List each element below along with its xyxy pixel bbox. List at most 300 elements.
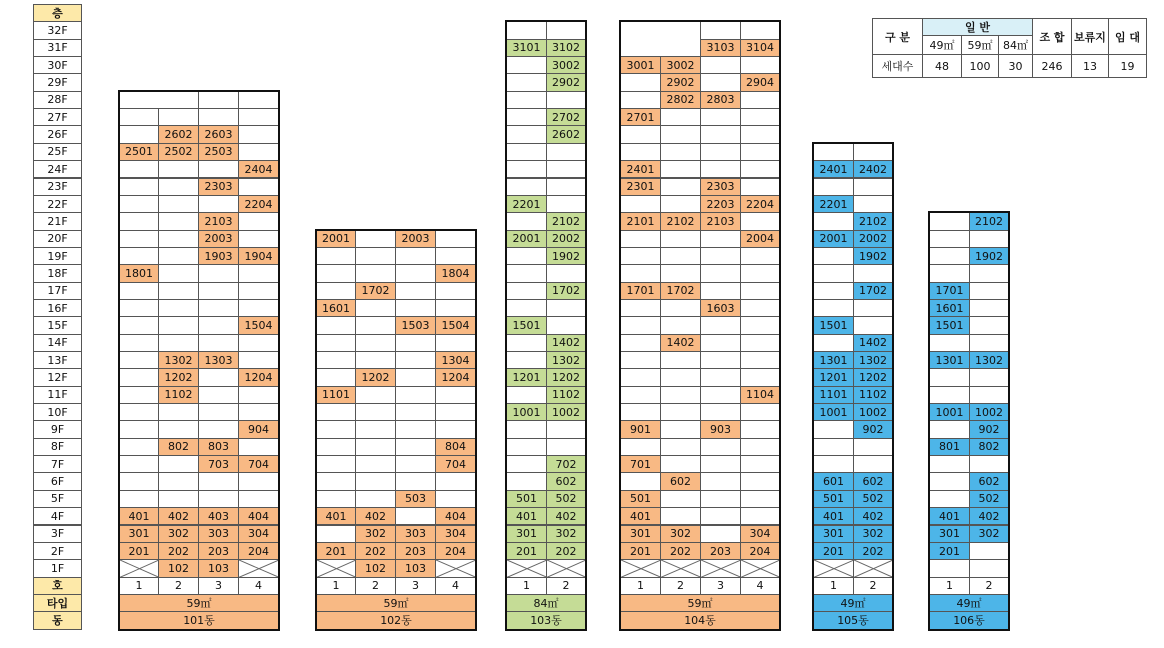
unit-cell: 1102 — [853, 386, 893, 404]
unit-cell: 1202 — [853, 368, 893, 386]
blocked-unit — [740, 559, 780, 577]
empty-unit — [700, 282, 741, 300]
unit-cell: 1101 — [813, 386, 854, 404]
unit-cell: 2003 — [198, 230, 239, 248]
cross-icon — [317, 560, 356, 577]
empty-unit — [620, 230, 661, 248]
unit-cell: 2002 — [853, 230, 893, 248]
empty-unit — [813, 247, 854, 265]
empty-unit — [198, 264, 239, 282]
unit-cell: 304 — [238, 525, 279, 543]
empty-unit — [700, 230, 741, 248]
empty-unit — [929, 230, 970, 248]
empty-unit — [119, 108, 159, 126]
empty-unit — [740, 403, 780, 421]
empty-unit — [316, 316, 356, 334]
empty-unit — [506, 420, 547, 438]
unit-cell: 402 — [158, 507, 199, 525]
ho-label: 1 — [316, 577, 356, 595]
empty-unit — [740, 108, 780, 126]
empty-unit — [238, 230, 279, 248]
empty-unit — [119, 316, 159, 334]
unit-cell: 1001 — [929, 403, 970, 421]
empty-unit — [158, 160, 199, 178]
empty-unit — [969, 542, 1009, 560]
empty-unit — [355, 247, 396, 265]
unit-cell: 404 — [238, 507, 279, 525]
floor-label: 6F — [33, 472, 82, 490]
empty-unit — [435, 299, 476, 317]
empty-unit — [929, 455, 970, 473]
empty-unit — [546, 264, 586, 282]
unit-cell: 502 — [969, 490, 1009, 508]
empty-unit — [355, 299, 396, 317]
empty-unit — [395, 403, 436, 421]
empty-unit — [158, 299, 199, 317]
empty-unit — [546, 91, 586, 109]
empty-unit — [969, 334, 1009, 352]
empty-unit — [238, 178, 279, 196]
empty-unit — [620, 73, 661, 91]
empty-unit — [506, 178, 547, 196]
unit-cell: 3102 — [546, 39, 586, 57]
empty-unit — [506, 73, 547, 91]
empty-unit — [546, 160, 586, 178]
empty-unit — [546, 420, 586, 438]
empty-unit — [620, 125, 661, 143]
unit-cell: 201 — [813, 542, 854, 560]
summary-type: 49㎡ — [922, 35, 962, 55]
empty-unit — [198, 420, 239, 438]
empty-unit — [660, 264, 701, 282]
empty-unit — [435, 282, 476, 300]
empty-unit — [158, 490, 199, 508]
empty-unit — [119, 230, 159, 248]
ho-label: 3 — [395, 577, 436, 595]
cross-icon — [741, 560, 780, 577]
unit-cell: 2103 — [700, 212, 741, 230]
unit-cell: 201 — [620, 542, 661, 560]
empty-unit — [119, 420, 159, 438]
unit-cell: 3104 — [740, 39, 780, 57]
unit-cell: 301 — [119, 525, 159, 543]
empty-unit — [355, 455, 396, 473]
empty-unit — [158, 403, 199, 421]
unit-cell: 1402 — [853, 334, 893, 352]
empty-unit — [316, 420, 356, 438]
unit-cell: 1601 — [929, 299, 970, 317]
floor-label: 5F — [33, 490, 82, 508]
empty-unit — [700, 351, 741, 369]
unit-cell: 3002 — [660, 56, 701, 74]
empty-unit — [355, 420, 396, 438]
empty-unit — [700, 264, 741, 282]
empty-unit — [853, 438, 893, 456]
empty-unit — [238, 472, 279, 490]
empty-unit — [395, 351, 436, 369]
unit-cell: 1701 — [929, 282, 970, 300]
empty-unit — [660, 160, 701, 178]
unit-cell: 2102 — [853, 212, 893, 230]
unit-cell: 2501 — [119, 143, 159, 161]
empty-unit — [506, 334, 547, 352]
unit-cell: 202 — [355, 542, 396, 560]
unit-cell: 2001 — [506, 230, 547, 248]
empty-unit — [660, 420, 701, 438]
floor-label: 3F — [33, 525, 82, 543]
blocked-unit — [620, 559, 661, 577]
empty-unit — [238, 490, 279, 508]
empty-unit — [198, 108, 239, 126]
empty-unit — [740, 490, 780, 508]
empty-unit — [813, 299, 854, 317]
empty-unit — [740, 438, 780, 456]
unit-cell: 2902 — [546, 73, 586, 91]
empty-unit — [355, 386, 396, 404]
ho-label: 2 — [158, 577, 199, 595]
unit-cell: 501 — [813, 490, 854, 508]
empty-unit — [316, 472, 356, 490]
empty-unit — [119, 299, 159, 317]
unit-cell: 3101 — [506, 39, 547, 57]
empty-unit — [740, 247, 780, 265]
floor-label: 30F — [33, 56, 82, 74]
unit-cell: 402 — [853, 507, 893, 525]
empty-unit — [238, 386, 279, 404]
blocked-unit — [238, 559, 279, 577]
dong-label: 106동 — [929, 611, 1009, 629]
unit-cell: 1102 — [546, 386, 586, 404]
empty-unit — [700, 108, 741, 126]
empty-unit — [700, 507, 741, 525]
summary-value: 19 — [1108, 54, 1147, 78]
dong-label: 103동 — [506, 611, 586, 629]
empty-unit — [238, 125, 279, 143]
empty-unit — [395, 264, 436, 282]
empty-unit — [506, 125, 547, 143]
empty-unit — [238, 403, 279, 421]
summary-johap: 조 합 — [1032, 18, 1072, 55]
empty-unit — [620, 247, 661, 265]
empty-unit — [506, 472, 547, 490]
dong-label: 105동 — [813, 611, 893, 629]
blocked-unit — [700, 559, 741, 577]
empty-unit — [506, 21, 547, 39]
unit-cell: 1304 — [435, 351, 476, 369]
type-label: 59㎡ — [119, 594, 279, 612]
floor-label: 29F — [33, 73, 82, 91]
empty-unit — [506, 108, 547, 126]
unit-cell: 2303 — [700, 178, 741, 196]
unit-cell: 203 — [198, 542, 239, 560]
unit-cell: 2201 — [506, 195, 547, 213]
empty-unit — [158, 212, 199, 230]
empty-unit — [238, 438, 279, 456]
unit-cell: 2502 — [158, 143, 199, 161]
floor-label: 10F — [33, 403, 82, 421]
ho-label: 2 — [546, 577, 586, 595]
empty-unit — [119, 125, 159, 143]
floor-label: 16F — [33, 299, 82, 317]
empty-unit — [316, 403, 356, 421]
empty-unit — [853, 316, 893, 334]
empty-unit — [238, 282, 279, 300]
blocked-unit — [546, 559, 586, 577]
empty-unit — [740, 316, 780, 334]
empty-unit — [853, 299, 893, 317]
floor-label: 15F — [33, 316, 82, 334]
empty-unit — [660, 195, 701, 213]
summary-value: 48 — [922, 54, 962, 78]
unit-cell: 2101 — [620, 212, 661, 230]
floor-label: 25F — [33, 143, 82, 161]
ho-label: 4 — [435, 577, 476, 595]
empty-unit — [740, 299, 780, 317]
empty-unit — [969, 316, 1009, 334]
unit-cell: 202 — [158, 542, 199, 560]
unit-cell: 1701 — [620, 282, 661, 300]
empty-unit — [660, 316, 701, 334]
unit-cell: 2002 — [546, 230, 586, 248]
unit-cell: 503 — [395, 490, 436, 508]
empty-unit — [198, 490, 239, 508]
empty-unit — [395, 455, 436, 473]
cross-icon — [239, 560, 279, 577]
empty-unit — [813, 282, 854, 300]
empty-unit — [316, 525, 356, 543]
unit-cell: 1202 — [546, 368, 586, 386]
type-label: 59㎡ — [620, 594, 780, 612]
empty-unit — [813, 438, 854, 456]
empty-unit — [740, 368, 780, 386]
empty-unit — [435, 403, 476, 421]
unit-cell: 2602 — [546, 125, 586, 143]
empty-unit — [969, 282, 1009, 300]
ho-label: 2 — [969, 577, 1009, 595]
empty-unit — [158, 108, 199, 126]
empty-unit — [158, 247, 199, 265]
summary-row-label: 세대수 — [872, 54, 923, 78]
empty-unit — [660, 351, 701, 369]
unit-cell: 1702 — [355, 282, 396, 300]
type-label: 84㎡ — [506, 594, 586, 612]
unit-cell: 103 — [395, 559, 436, 577]
empty-unit — [119, 386, 159, 404]
blocked-unit — [660, 559, 701, 577]
summary-general: 일 반 — [922, 18, 1033, 36]
unit-cell: 703 — [198, 455, 239, 473]
empty-unit — [198, 91, 239, 109]
empty-unit — [740, 212, 780, 230]
floor-label: 13F — [33, 351, 82, 369]
unit-cell: 803 — [198, 438, 239, 456]
empty-unit — [620, 438, 661, 456]
unit-cell: 303 — [395, 525, 436, 543]
cross-icon — [547, 560, 586, 577]
floor-label: 21F — [33, 212, 82, 230]
empty-unit — [316, 455, 356, 473]
empty-unit — [700, 403, 741, 421]
empty-unit — [813, 143, 854, 161]
unit-cell: 203 — [395, 542, 436, 560]
summary-value: 13 — [1071, 54, 1109, 78]
empty-unit — [740, 21, 780, 39]
empty-unit — [316, 490, 356, 508]
floor-label: 9F — [33, 420, 82, 438]
empty-unit — [546, 195, 586, 213]
unit-cell: 1702 — [546, 282, 586, 300]
unit-cell: 502 — [853, 490, 893, 508]
empty-unit — [198, 368, 239, 386]
unit-cell: 2004 — [740, 230, 780, 248]
unit-cell: 301 — [620, 525, 661, 543]
cross-icon — [814, 560, 854, 577]
empty-unit — [355, 334, 396, 352]
unit-cell: 704 — [238, 455, 279, 473]
ho-label: 3 — [198, 577, 239, 595]
unit-cell: 1902 — [853, 247, 893, 265]
unit-cell: 403 — [198, 507, 239, 525]
empty-unit — [238, 299, 279, 317]
unit-cell: 401 — [316, 507, 356, 525]
empty-unit — [546, 178, 586, 196]
floor-label: 28F — [33, 91, 82, 109]
unit-cell: 301 — [929, 525, 970, 543]
unit-cell: 2303 — [198, 178, 239, 196]
unit-cell: 1702 — [660, 282, 701, 300]
empty-unit — [929, 212, 970, 230]
empty-unit — [355, 403, 396, 421]
unit-cell: 402 — [355, 507, 396, 525]
unit-cell: 301 — [813, 525, 854, 543]
floor-label: 12F — [33, 368, 82, 386]
unit-cell: 204 — [435, 542, 476, 560]
empty-unit — [395, 334, 436, 352]
unit-cell: 2001 — [813, 230, 854, 248]
unit-cell: 1002 — [969, 403, 1009, 421]
unit-cell: 2203 — [700, 195, 741, 213]
empty-unit — [660, 403, 701, 421]
unit-cell: 204 — [740, 542, 780, 560]
unit-cell: 2401 — [620, 160, 661, 178]
dong-label: 104동 — [620, 611, 780, 629]
empty-unit — [355, 351, 396, 369]
empty-unit — [506, 56, 547, 74]
unit-cell: 2904 — [740, 73, 780, 91]
empty-unit — [660, 125, 701, 143]
empty-unit — [700, 368, 741, 386]
unit-cell: 1302 — [546, 351, 586, 369]
empty-unit — [198, 403, 239, 421]
empty-unit — [660, 438, 701, 456]
unit-cell: 1801 — [119, 264, 159, 282]
empty-unit — [929, 334, 970, 352]
empty-unit — [700, 21, 741, 39]
empty-unit — [740, 507, 780, 525]
floor-label: 31F — [33, 39, 82, 57]
summary-value: 100 — [961, 54, 999, 78]
empty-unit — [198, 316, 239, 334]
floor-label: 17F — [33, 282, 82, 300]
floor-label: 22F — [33, 195, 82, 213]
type-label: 49㎡ — [929, 594, 1009, 612]
floor-label: 2F — [33, 542, 82, 560]
dong-label: 102동 — [316, 611, 476, 629]
empty-unit — [620, 264, 661, 282]
empty-unit — [435, 420, 476, 438]
summary-boryuji: 보류지 — [1071, 18, 1109, 55]
empty-unit — [316, 264, 356, 282]
unit-cell: 1301 — [813, 351, 854, 369]
empty-unit — [969, 230, 1009, 248]
unit-cell: 404 — [435, 507, 476, 525]
type-label: 49㎡ — [813, 594, 893, 612]
empty-unit — [316, 368, 356, 386]
empty-unit — [119, 403, 159, 421]
unit-cell: 1002 — [546, 403, 586, 421]
empty-unit — [660, 178, 701, 196]
empty-unit — [238, 334, 279, 352]
empty-unit — [198, 334, 239, 352]
unit-cell: 1302 — [969, 351, 1009, 369]
empty-unit — [929, 386, 970, 404]
floor-label: 1F — [33, 559, 82, 577]
unit-cell: 1402 — [546, 334, 586, 352]
empty-unit — [316, 282, 356, 300]
empty-unit — [119, 472, 159, 490]
unit-cell: 2803 — [700, 91, 741, 109]
empty-unit — [700, 490, 741, 508]
empty-unit — [929, 490, 970, 508]
empty-unit — [395, 472, 436, 490]
unit-cell: 401 — [119, 507, 159, 525]
empty-unit — [813, 455, 854, 473]
unit-cell: 3001 — [620, 56, 661, 74]
unit-cell: 201 — [929, 542, 970, 560]
unit-cell: 1204 — [435, 368, 476, 386]
unit-cell: 402 — [546, 507, 586, 525]
empty-unit — [119, 368, 159, 386]
unit-cell: 501 — [620, 490, 661, 508]
empty-unit — [740, 455, 780, 473]
cross-icon — [701, 560, 741, 577]
empty-unit — [119, 334, 159, 352]
empty-unit — [853, 455, 893, 473]
unit-cell: 302 — [355, 525, 396, 543]
dong-row-label: 동 — [33, 611, 82, 629]
summary-value: 30 — [998, 54, 1033, 78]
cross-icon — [120, 560, 159, 577]
empty-unit — [395, 420, 436, 438]
empty-unit — [316, 438, 356, 456]
empty-unit — [660, 230, 701, 248]
empty-unit — [158, 230, 199, 248]
floor-label: 4F — [33, 507, 82, 525]
empty-unit — [119, 282, 159, 300]
unit-cell: 204 — [238, 542, 279, 560]
blocked-unit — [506, 559, 547, 577]
empty-unit — [620, 351, 661, 369]
unit-cell: 2702 — [546, 108, 586, 126]
empty-unit — [316, 351, 356, 369]
empty-unit — [700, 334, 741, 352]
ho-label: 4 — [238, 577, 279, 595]
unit-cell: 1603 — [700, 299, 741, 317]
empty-unit — [355, 490, 396, 508]
empty-unit — [119, 490, 159, 508]
empty-unit — [969, 559, 1009, 577]
unit-cell: 1001 — [813, 403, 854, 421]
